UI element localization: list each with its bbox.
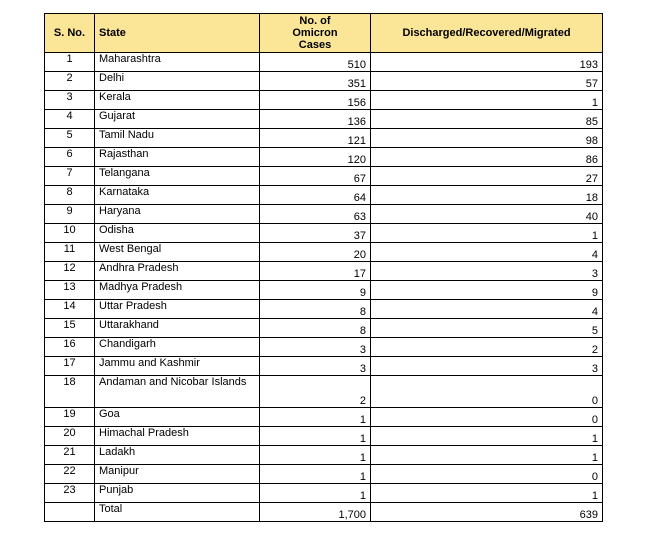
table-row <box>45 72 603 91</box>
row-sno: 12 <box>45 262 95 281</box>
table-row <box>45 91 603 110</box>
row-state: West Bengal <box>95 243 260 262</box>
row-sno: 1 <box>45 53 95 72</box>
row-state: Uttarakhand <box>95 319 260 338</box>
row-cases: 1 <box>260 484 371 503</box>
row-sno: 13 <box>45 281 95 300</box>
row-state: Ladakh <box>95 446 260 465</box>
row-discharged: 193 <box>371 53 603 72</box>
row-sno: 7 <box>45 167 95 186</box>
table-row <box>45 148 603 167</box>
table-row <box>45 338 603 357</box>
row-state: Uttar Pradesh <box>95 300 260 319</box>
total-sno-blank <box>45 503 95 522</box>
row-discharged: 1 <box>371 446 603 465</box>
total-discharged: 639 <box>371 503 603 522</box>
table-row <box>45 357 603 376</box>
row-sno: 8 <box>45 186 95 205</box>
row-discharged: 2 <box>371 338 603 357</box>
table-row <box>45 484 603 503</box>
row-sno: 9 <box>45 205 95 224</box>
row-sno: 6 <box>45 148 95 167</box>
row-cases: 1 <box>260 446 371 465</box>
row-discharged: 4 <box>371 300 603 319</box>
row-cases: 1 <box>260 408 371 427</box>
total-label: Total <box>95 503 260 522</box>
row-cases: 67 <box>260 167 371 186</box>
table-body <box>45 53 603 522</box>
table-row <box>45 262 603 281</box>
row-state: Goa <box>95 408 260 427</box>
row-state: Odisha <box>95 224 260 243</box>
row-state: Madhya Pradesh <box>95 281 260 300</box>
table-row <box>45 281 603 300</box>
row-sno: 3 <box>45 91 95 110</box>
header-state: State <box>95 14 260 53</box>
header-discharged: Discharged/Recovered/Migrated <box>371 14 603 53</box>
table-row <box>45 186 603 205</box>
row-sno: 14 <box>45 300 95 319</box>
row-sno: 21 <box>45 446 95 465</box>
row-sno: 23 <box>45 484 95 503</box>
total-row <box>45 503 603 522</box>
row-state: Rajasthan <box>95 148 260 167</box>
row-state: Manipur <box>95 465 260 484</box>
row-sno: 5 <box>45 129 95 148</box>
row-cases: 17 <box>260 262 371 281</box>
table-row <box>45 167 603 186</box>
row-discharged: 18 <box>371 186 603 205</box>
row-cases: 64 <box>260 186 371 205</box>
table-row <box>45 129 603 148</box>
row-discharged: 1 <box>371 224 603 243</box>
row-discharged: 3 <box>371 262 603 281</box>
row-discharged: 1 <box>371 427 603 446</box>
row-state: Chandigarh <box>95 338 260 357</box>
row-cases: 120 <box>260 148 371 167</box>
row-state: Kerala <box>95 91 260 110</box>
row-cases: 8 <box>260 300 371 319</box>
row-discharged: 98 <box>371 129 603 148</box>
row-discharged: 9 <box>371 281 603 300</box>
row-sno: 11 <box>45 243 95 262</box>
row-sno: 20 <box>45 427 95 446</box>
row-cases: 136 <box>260 110 371 129</box>
row-state: Himachal Pradesh <box>95 427 260 446</box>
row-sno: 22 <box>45 465 95 484</box>
row-state: Telangana <box>95 167 260 186</box>
row-sno: 19 <box>45 408 95 427</box>
table-row <box>45 243 603 262</box>
row-discharged: 3 <box>371 357 603 376</box>
header-sno: S. No. <box>45 14 95 53</box>
row-cases: 1 <box>260 465 371 484</box>
row-discharged: 4 <box>371 243 603 262</box>
table-row <box>45 408 603 427</box>
row-cases: 156 <box>260 91 371 110</box>
header-cases: No. of Omicron Cases <box>260 14 371 53</box>
row-sno: 10 <box>45 224 95 243</box>
row-cases: 20 <box>260 243 371 262</box>
row-sno: 2 <box>45 72 95 91</box>
row-discharged: 0 <box>371 408 603 427</box>
row-sno: 17 <box>45 357 95 376</box>
row-state: Andhra Pradesh <box>95 262 260 281</box>
omicron-cases-table <box>44 13 603 522</box>
row-cases: 2 <box>260 376 371 408</box>
row-cases: 1 <box>260 427 371 446</box>
table-row <box>45 376 603 408</box>
row-discharged: 57 <box>371 72 603 91</box>
row-sno: 15 <box>45 319 95 338</box>
row-state: Tamil Nadu <box>95 129 260 148</box>
table-row <box>45 446 603 465</box>
row-discharged: 0 <box>371 465 603 484</box>
row-discharged: 1 <box>371 91 603 110</box>
row-cases: 510 <box>260 53 371 72</box>
row-sno: 4 <box>45 110 95 129</box>
table-row <box>45 300 603 319</box>
row-discharged: 40 <box>371 205 603 224</box>
row-state: Maharashtra <box>95 53 260 72</box>
table-header-row <box>45 14 603 53</box>
table-row <box>45 205 603 224</box>
row-discharged: 0 <box>371 376 603 408</box>
row-state: Gujarat <box>95 110 260 129</box>
row-cases: 3 <box>260 357 371 376</box>
table-row <box>45 53 603 72</box>
row-sno: 18 <box>45 376 95 408</box>
table-row <box>45 465 603 484</box>
row-discharged: 1 <box>371 484 603 503</box>
row-state: Delhi <box>95 72 260 91</box>
table-row <box>45 110 603 129</box>
row-sno: 16 <box>45 338 95 357</box>
row-state: Haryana <box>95 205 260 224</box>
row-cases: 351 <box>260 72 371 91</box>
row-state: Andaman and Nicobar Islands <box>95 376 260 408</box>
table-row <box>45 224 603 243</box>
total-cases: 1,700 <box>260 503 371 522</box>
row-discharged: 86 <box>371 148 603 167</box>
row-cases: 121 <box>260 129 371 148</box>
row-discharged: 85 <box>371 110 603 129</box>
row-cases: 63 <box>260 205 371 224</box>
table-row <box>45 427 603 446</box>
row-state: Punjab <box>95 484 260 503</box>
table-row <box>45 319 603 338</box>
row-state: Jammu and Kashmir <box>95 357 260 376</box>
row-cases: 3 <box>260 338 371 357</box>
row-cases: 8 <box>260 319 371 338</box>
row-state: Karnataka <box>95 186 260 205</box>
row-cases: 37 <box>260 224 371 243</box>
row-discharged: 5 <box>371 319 603 338</box>
row-cases: 9 <box>260 281 371 300</box>
row-discharged: 27 <box>371 167 603 186</box>
